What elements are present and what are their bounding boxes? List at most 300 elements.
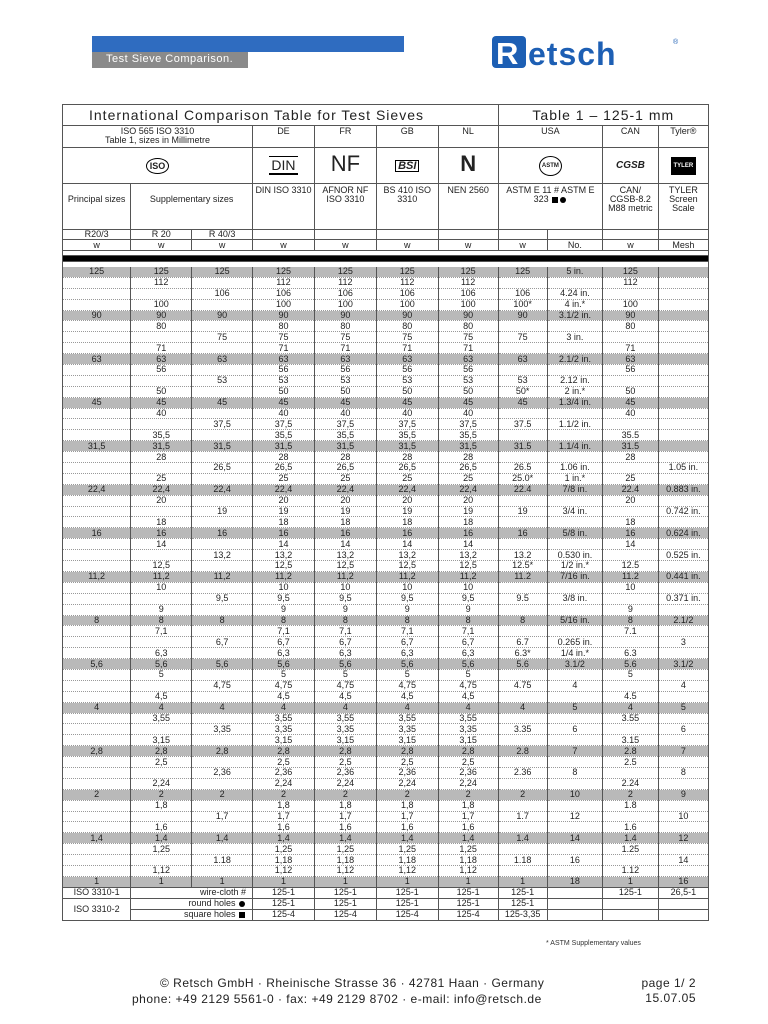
table-cell: [498, 691, 547, 702]
table-cell: 106: [498, 288, 547, 299]
table-cell: 1,4: [376, 833, 438, 844]
table-row: [63, 539, 709, 550]
table-cell: 1.4: [498, 833, 547, 844]
table-cell: [131, 637, 192, 648]
table-cell: 10: [376, 582, 438, 593]
table-cell: 4: [438, 702, 498, 713]
table-row: [63, 822, 709, 833]
table-row: [63, 735, 709, 746]
table-cell: 16: [192, 528, 253, 539]
footer-cell: 125-4: [314, 909, 376, 920]
table-cell: 12,5: [131, 561, 192, 572]
table-cell: 90: [253, 310, 315, 321]
table-cell: [131, 375, 192, 386]
table-cell: [498, 343, 547, 354]
table-cell: 53: [253, 375, 315, 386]
table-cell: [547, 691, 603, 702]
table-cell: 63: [253, 354, 315, 365]
table-cell: 26,5: [438, 463, 498, 474]
table-cell: [63, 778, 131, 789]
table-cell: [498, 430, 547, 441]
table-cell: [658, 386, 708, 397]
table-cell: 50: [253, 386, 315, 397]
table-cell: 28: [438, 452, 498, 463]
table-cell: 12,5: [438, 561, 498, 572]
table-cell: 63: [131, 354, 192, 365]
table-row: [63, 277, 709, 288]
footer-cell: 125-4: [438, 909, 498, 920]
table-cell: 22,4: [438, 484, 498, 495]
table-cell: 11,2: [131, 571, 192, 582]
company-address: © Retsch GmbH · Rheinische Strasse 36 · 42781 Haan · Germany: [160, 976, 545, 990]
table-cell: 71: [376, 343, 438, 354]
unit-cell: w: [498, 240, 547, 251]
table-row: [63, 702, 709, 713]
table-cell: 7,1: [376, 626, 438, 637]
table-cell: 3,55: [131, 713, 192, 724]
table-cell: 112: [603, 277, 659, 288]
table-cell: 25: [376, 473, 438, 484]
footer-cell: 125-1: [498, 887, 547, 898]
table-cell: 6,3: [376, 648, 438, 659]
table-cell: 6,7: [376, 637, 438, 648]
table-cell: [192, 473, 253, 484]
table-cell: 2,5: [376, 757, 438, 768]
table-row: [63, 397, 709, 408]
table-cell: 0.265 in.: [547, 637, 603, 648]
table-cell: [498, 277, 547, 288]
square-holes-label: square holes: [131, 909, 253, 920]
table-cell: 9: [253, 604, 315, 615]
table-number: Table 1 – 125-1 mm: [498, 105, 708, 126]
unit-cell: w: [376, 240, 438, 251]
table-cell: 90: [603, 310, 659, 321]
table-cell: 100*: [498, 299, 547, 310]
country-can: CAN: [603, 126, 659, 148]
table-cell: [547, 408, 603, 419]
table-row: [63, 876, 709, 887]
table-cell: 5: [131, 669, 192, 680]
table-cell: 26.5: [498, 463, 547, 474]
table-cell: [63, 648, 131, 659]
footer-cell: 125-1: [253, 898, 315, 909]
table-cell: [547, 517, 603, 528]
table-cell: 12,5: [314, 561, 376, 572]
table-cell: 53: [376, 375, 438, 386]
table-row: [63, 430, 709, 441]
table-cell: [658, 495, 708, 506]
table-cell: 37,5: [438, 419, 498, 430]
table-cell: 37,5: [192, 419, 253, 430]
table-cell: [603, 419, 659, 430]
table-cell: 16: [498, 528, 547, 539]
table-cell: [192, 778, 253, 789]
table-cell: [658, 354, 708, 365]
table-cell: 18: [314, 517, 376, 528]
table-cell: 53: [192, 375, 253, 386]
table-cell: 2,5: [314, 757, 376, 768]
table-cell: [498, 713, 547, 724]
table-cell: [658, 757, 708, 768]
table-cell: 2.24: [603, 778, 659, 789]
table-cell: 1,4: [253, 833, 315, 844]
table-cell: [498, 495, 547, 506]
table-cell: 1.1/4 in.: [547, 441, 603, 452]
table-row: [63, 299, 709, 310]
table-cell: 5/16 in.: [547, 615, 603, 626]
table-cell: 5,6: [376, 659, 438, 670]
table-cell: 0.371 in.: [658, 593, 708, 604]
table-cell: 9: [658, 789, 708, 800]
table-cell: [658, 626, 708, 637]
table-cell: [498, 365, 547, 376]
table-cell: [547, 713, 603, 724]
table-row: [63, 767, 709, 778]
table-cell: 50: [376, 386, 438, 397]
table-cell: 5,6: [438, 659, 498, 670]
table-row: [63, 310, 709, 321]
table-cell: 3,15: [376, 735, 438, 746]
table-row: [63, 473, 709, 484]
table-cell: 12: [547, 811, 603, 822]
table-row: [63, 343, 709, 354]
table-cell: 22,4: [192, 484, 253, 495]
table-cell: 1,8: [314, 800, 376, 811]
table-cell: 2,5: [438, 757, 498, 768]
table-cell: 28: [253, 452, 315, 463]
table-cell: 8: [498, 615, 547, 626]
table-cell: [658, 822, 708, 833]
iso-3310-1-label: ISO 3310-1: [63, 887, 131, 898]
table-cell: 3,55: [438, 713, 498, 724]
table-cell: 4: [376, 702, 438, 713]
table-cell: 8: [314, 615, 376, 626]
table-cell: [192, 691, 253, 702]
table-cell: [131, 506, 192, 517]
table-cell: [498, 604, 547, 615]
table-row: [63, 648, 709, 659]
table-cell: [658, 310, 708, 321]
table-cell: 2,36: [314, 767, 376, 778]
table-cell: 18: [131, 517, 192, 528]
table-cell: 4,75: [192, 680, 253, 691]
table-cell: [192, 277, 253, 288]
table-cell: [63, 680, 131, 691]
wire-cloth-label: wire-cloth #: [131, 887, 253, 898]
table-cell: 4 in.*: [547, 299, 603, 310]
table-cell: [63, 800, 131, 811]
table-cell: 7,1: [131, 626, 192, 637]
table-cell: [547, 452, 603, 463]
table-cell: 22,4: [63, 484, 131, 495]
iso-logo: ISO: [63, 148, 253, 184]
unit-cell: w: [438, 240, 498, 251]
table-cell: 3.15: [603, 735, 659, 746]
table-cell: [498, 626, 547, 637]
table-cell: 20: [253, 495, 315, 506]
table-cell: [498, 800, 547, 811]
table-row: [63, 746, 709, 757]
table-cell: [658, 321, 708, 332]
table-cell: 9,5: [192, 593, 253, 604]
table-cell: 9: [376, 604, 438, 615]
table-cell: 5: [253, 669, 315, 680]
table-cell: [63, 669, 131, 680]
table-cell: [63, 375, 131, 386]
table-cell: [547, 495, 603, 506]
table-cell: [603, 288, 659, 299]
table-cell: 4: [603, 702, 659, 713]
table-cell: 5: [658, 702, 708, 713]
table-cell: 8: [438, 615, 498, 626]
din-logo: DIN: [253, 148, 315, 184]
table-row: [63, 778, 709, 789]
table-cell: 2,24: [253, 778, 315, 789]
round-bullet-icon: [239, 901, 245, 907]
table-cell: 7/16 in.: [547, 571, 603, 582]
table-cell: 1,18: [438, 855, 498, 866]
table-cell: 26,5: [253, 463, 315, 474]
table-cell: 1: [438, 876, 498, 887]
table-cell: 16: [314, 528, 376, 539]
table-cell: 16: [438, 528, 498, 539]
table-row: [63, 724, 709, 735]
table-cell: [192, 408, 253, 419]
table-cell: 1.1/2 in.: [547, 419, 603, 430]
table-cell: 11,2: [192, 571, 253, 582]
table-cell: 40: [253, 408, 315, 419]
table-row: [63, 789, 709, 800]
table-cell: 1,12: [253, 865, 315, 876]
table-cell: 1.6: [603, 822, 659, 833]
table-cell: 5,6: [314, 659, 376, 670]
table-cell: [131, 767, 192, 778]
footer-cell: [547, 909, 603, 920]
table-row: [63, 691, 709, 702]
table-cell: 71: [603, 343, 659, 354]
table-cell: [658, 277, 708, 288]
round-holes-label: round holes: [131, 898, 253, 909]
table-cell: [192, 365, 253, 376]
table-cell: 75: [314, 332, 376, 343]
table-cell: 4: [498, 702, 547, 713]
table-cell: 1: [131, 876, 192, 887]
table-cell: 45: [376, 397, 438, 408]
table-cell: 112: [253, 277, 315, 288]
table-cell: 6,3: [253, 648, 315, 659]
table-cell: [63, 321, 131, 332]
table-cell: 3/4 in.: [547, 506, 603, 517]
table-cell: 3,55: [314, 713, 376, 724]
table-cell: [192, 648, 253, 659]
table-row: [63, 833, 709, 844]
square-bullet-icon: [239, 912, 245, 918]
table-cell: 7: [547, 746, 603, 757]
table-cell: 1.06 in.: [547, 463, 603, 474]
table-cell: 1.3/4 in.: [547, 397, 603, 408]
table-cell: [63, 386, 131, 397]
country-gb: GB: [376, 126, 438, 148]
table-cell: 0.883 in.: [658, 484, 708, 495]
table-cell: [192, 626, 253, 637]
footer-cell: 125-1: [314, 887, 376, 898]
table-cell: [192, 713, 253, 724]
table-cell: 4,5: [438, 691, 498, 702]
table-cell: 6,3: [438, 648, 498, 659]
table-cell: 40: [131, 408, 192, 419]
iso-unit-label: Table 1, sizes in Millimetre: [104, 135, 211, 145]
supplementary-note: * ASTM Supplementary values: [546, 940, 641, 947]
table-cell: 4: [658, 680, 708, 691]
table-cell: [131, 288, 192, 299]
table-cell: [498, 844, 547, 855]
table-cell: 63: [498, 354, 547, 365]
table-cell: 1,7: [376, 811, 438, 822]
table-cell: 1,6: [314, 822, 376, 833]
table-cell: 1.7: [498, 811, 547, 822]
table-cell: [547, 800, 603, 811]
footer-cell: 125-3,35: [498, 909, 547, 920]
table-cell: 31,5: [438, 441, 498, 452]
table-cell: [498, 321, 547, 332]
table-cell: [131, 680, 192, 691]
footer-cell: 125-1: [376, 887, 438, 898]
table-cell: [603, 375, 659, 386]
unit-cell: w: [63, 240, 131, 251]
table-cell: 5 in.: [547, 267, 603, 278]
table-cell: [547, 343, 603, 354]
table-cell: 5.6: [603, 659, 659, 670]
table-cell: 1: [376, 876, 438, 887]
table-cell: 2.36: [498, 767, 547, 778]
table-cell: 1,25: [376, 844, 438, 855]
table-cell: 2: [253, 789, 315, 800]
table-cell: 11,2: [314, 571, 376, 582]
table-cell: 0.525 in.: [658, 550, 708, 561]
table-cell: 106: [253, 288, 315, 299]
table-cell: 13.2: [498, 550, 547, 561]
table-cell: 14: [314, 539, 376, 550]
table-cell: 5,6: [63, 659, 131, 670]
country-nl: NL: [438, 126, 498, 148]
nf-logo: NF: [314, 148, 376, 184]
table-cell: [63, 637, 131, 648]
table-cell: [63, 626, 131, 637]
table-cell: 80: [314, 321, 376, 332]
table-cell: 5: [438, 669, 498, 680]
table-cell: [658, 691, 708, 702]
table-cell: 71: [253, 343, 315, 354]
footer-cell: 125-1: [376, 898, 438, 909]
table-cell: 20: [438, 495, 498, 506]
table-cell: 125: [192, 267, 253, 278]
table-cell: 1,7: [192, 811, 253, 822]
table-cell: 25: [438, 473, 498, 484]
table-cell: 1: [314, 876, 376, 887]
table-cell: [658, 778, 708, 789]
table-cell: 25: [253, 473, 315, 484]
table-cell: 4.5: [603, 691, 659, 702]
table-cell: 71: [438, 343, 498, 354]
table-cell: [547, 626, 603, 637]
table-row: [63, 495, 709, 506]
table-cell: 100: [603, 299, 659, 310]
table-cell: 100: [131, 299, 192, 310]
norm-din: DIN ISO 3310: [253, 184, 315, 230]
table-row: [63, 332, 709, 343]
table-row: [63, 365, 709, 376]
table-row: [63, 288, 709, 299]
table-cell: 35,5: [438, 430, 498, 441]
table-cell: 8: [253, 615, 315, 626]
table-cell: 100: [376, 299, 438, 310]
company-contact: phone: +49 2129 5561-0 · fax: +49 2129 8702 · e-mail: info@retsch.de: [132, 992, 542, 1006]
table-cell: [658, 539, 708, 550]
table-cell: 80: [603, 321, 659, 332]
table-cell: 1,6: [253, 822, 315, 833]
unit-cell: No.: [547, 240, 603, 251]
table-cell: 10: [131, 582, 192, 593]
table-cell: 63: [192, 354, 253, 365]
table-cell: 3,35: [192, 724, 253, 735]
table-cell: 1,12: [376, 865, 438, 876]
table-cell: 45: [314, 397, 376, 408]
table-cell: [603, 332, 659, 343]
table-cell: 1,4: [192, 833, 253, 844]
table-cell: 13,2: [376, 550, 438, 561]
table-cell: 4,75: [376, 680, 438, 691]
round-bullet-icon: [560, 197, 566, 203]
table-cell: 4,5: [253, 691, 315, 702]
table-cell: 22,4: [376, 484, 438, 495]
table-cell: 12,5: [253, 561, 315, 572]
table-cell: [603, 767, 659, 778]
table-cell: 4,75: [314, 680, 376, 691]
footer-cell: [658, 898, 708, 909]
table-cell: [63, 822, 131, 833]
table-cell: 112: [131, 277, 192, 288]
table-cell: [131, 332, 192, 343]
table-row: [63, 321, 709, 332]
table-cell: 63: [63, 354, 131, 365]
footer-cell: [603, 898, 659, 909]
table-cell: 5: [603, 669, 659, 680]
svg-text:R: R: [496, 36, 519, 70]
astm-logo: ASTM: [498, 148, 603, 184]
table-cell: 125: [314, 267, 376, 278]
table-cell: 75: [376, 332, 438, 343]
table-cell: 80: [253, 321, 315, 332]
table-cell: 6.3*: [498, 648, 547, 659]
table-cell: 3,55: [376, 713, 438, 724]
table-cell: 16: [63, 528, 131, 539]
bsi-logo: BSI: [376, 148, 438, 184]
table-cell: [63, 299, 131, 310]
table-cell: 13,2: [438, 550, 498, 561]
table-cell: 4: [253, 702, 315, 713]
table-cell: 7.1: [603, 626, 659, 637]
table-cell: 125: [253, 267, 315, 278]
table-cell: 7,1: [438, 626, 498, 637]
table-cell: 31,5: [376, 441, 438, 452]
table-cell: 6.7: [498, 637, 547, 648]
footer-cell: 125-1: [603, 887, 659, 898]
iso-header: [63, 126, 253, 148]
table-cell: [547, 539, 603, 550]
table-cell: 125: [438, 267, 498, 278]
table-cell: 53: [498, 375, 547, 386]
unit-cell: w: [192, 240, 253, 251]
